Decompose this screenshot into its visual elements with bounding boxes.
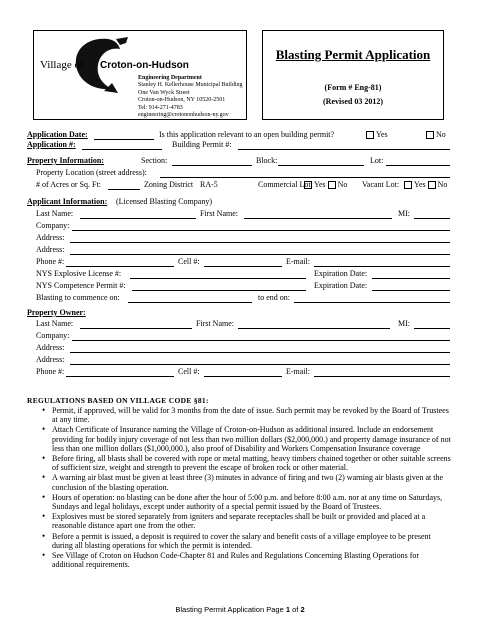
applicant-email-label: E-mail: [286,257,310,266]
competence-expiration-field[interactable] [372,290,450,291]
competence-expiration-label: Expiration Date: [314,281,368,290]
village-of-text: Village of [40,59,84,71]
nys-explosive-field[interactable] [130,278,306,279]
form-number: (Form # Eng-81) [324,83,382,92]
email-address: engineering@crotononhudson-ny.gov [138,112,229,119]
zoning-value: RA-5 [200,180,218,189]
application-number-field[interactable] [82,149,162,150]
commence-label: Blasting to commence on: [36,293,120,302]
form-revised: (Revised 03 2012) [323,97,383,106]
applicant-cell-label: Cell #: [178,257,200,266]
lot-label: Lot: [370,156,384,165]
regulation-item: • Explosives must be stored separately from igniters and separate receptacles shall be built or provided and placed at a reasonable distance apart one from the other. [52,512,452,530]
section-label: Section: [141,156,168,165]
property-heading: Property Information: [27,156,104,165]
address-line-1: Stanley H. Kellerhouse Municipal Building [138,82,243,89]
vacant-yes-checkbox[interactable] [404,181,412,189]
open-permit-question: Is this application relevant to an open building permit? [159,130,335,139]
address-line-2: One Van Wyck Street [138,89,190,96]
regulation-item: • See Village of Croton on Hudson Code-Chapter 81 and Rules and Regulations Concerning Blasting Operations for additional requirements. [52,551,452,569]
commercial-yes-checkbox[interactable] [304,181,312,189]
address-line-3: Croton-on-Hudson, NY 10520-2501 [138,97,226,104]
applicant-address-label-1: Address: [36,233,65,242]
dept-name: Engineering Department [138,75,202,81]
owner-phone-field[interactable] [66,376,174,377]
commence-field[interactable] [128,302,252,303]
vacant-lot-label: Vacant Lot: [362,180,400,189]
owner-address-field-1[interactable] [70,352,450,353]
owner-cell-field[interactable] [204,376,282,377]
applicant-email-field[interactable] [314,266,450,267]
regulation-item: • Permit, if approved, will be valid for 3 months from the date of issue. Such permit may be revoked by the Board of Trustees at any time. [52,406,452,424]
no-checkbox[interactable] [426,131,434,139]
owner-address-field-2[interactable] [70,364,450,365]
owner-company-field[interactable] [72,340,450,341]
applicant-first-name-field[interactable] [244,218,392,219]
open-permit-no: No [424,130,446,140]
property-location-field[interactable] [160,177,450,178]
acres-field[interactable] [108,189,140,190]
regulation-item: • Before a permit is issued, a deposit is required to cover the salary and benefit costs of a village employee to be present during all blasting operations for which the permit is intended. [52,532,452,550]
applicant-heading: Applicant Information: [27,197,108,206]
explosive-expiration-label: Expiration Date: [314,269,368,278]
form-title: Blasting Permit Application [275,47,431,62]
vacant-no-checkbox[interactable] [428,181,436,189]
property-location-label: Property Location (street address): [36,168,147,177]
building-permit-field[interactable] [238,149,450,150]
applicant-last-name-label: Last Name: [36,209,74,218]
village-name-text: Croton-on-Hudson [100,60,189,71]
open-permit-yes: Yes [364,130,388,140]
regulations-heading: REGULATIONS BASED ON VILLAGE CODE §81: [27,396,209,405]
dept-address-block [138,75,242,119]
owner-company-label: Company: [36,331,70,340]
nys-competence-field[interactable] [132,290,306,291]
explosive-expiration-field[interactable] [372,278,450,279]
owner-last-name-field[interactable] [80,328,192,329]
applicant-mi-field[interactable] [414,218,450,219]
applicant-address-field-1[interactable] [70,242,450,243]
regulations-list-wrap [36,406,452,570]
regulation-item: • A warning air blast must be given at least three (3) minutes in advance of firing and two (2) warning air blasts given at the conclusion of the blasting operation. [52,473,452,491]
vacant-lot-options: Yes No [402,180,447,190]
applicant-address-field-2[interactable] [70,254,450,255]
applicant-phone-label: Phone #: [36,257,65,266]
regulation-item: • Before firing, all blasts shall be covered with rope or metal matting, heavy timbers chained together or other suitable screens of sufficient size, weight and strength to prevent the escape of broken rock or other material. [52,454,452,472]
owner-first-name-field[interactable] [238,328,390,329]
section-field[interactable] [172,165,252,166]
applicant-subheading: (Licensed Blasting Company) [116,197,212,206]
nys-competence-label: NYS Competence Permit #: [36,281,126,290]
applicant-company-label: Company: [36,221,70,230]
end-field[interactable] [294,302,450,303]
page-footer [0,605,480,614]
end-label: to end on: [258,293,290,302]
owner-cell-label: Cell #: [178,367,200,376]
footer-prefix: Blasting Permit Application Page [175,605,286,614]
application-number-label: Application #: [27,140,76,149]
applicant-last-name-field[interactable] [80,218,196,219]
applicant-phone-field[interactable] [66,266,174,267]
applicant-first-name-label: First Name: [200,209,238,218]
application-date-field[interactable] [94,139,154,140]
owner-heading: Property Owner: [27,308,86,317]
block-field[interactable] [278,165,364,166]
nys-explosive-label: NYS Explosive License #: [36,269,122,278]
applicant-mi-label: MI: [398,209,410,218]
zoning-label: Zoning District [144,180,194,189]
lot-field[interactable] [386,165,450,166]
applicant-cell-field[interactable] [204,266,282,267]
acres-label: # of Acres or Sq. Ft: [36,180,101,189]
regulations-list [36,406,452,569]
regulation-item: • Attach Certificate of Insurance naming the Village of Croton-on-Hudson as additional insured. Include an endorsement providing for bodily injury coverage of not less than two million dollars ($2,000,000.) and property damage insurance of not less than one million dollars ($1,000,000.), also proof of Disability and Workers Compensation Insurance coverage [52,425,452,453]
regulation-item: • Hours of operation: no blasting can be done after the hour of 5:00 p.m. and before 8:00 a.m. nor at any time on Saturdays, Sundays and legal holidays, except under authority of a special permit issued by the Board of Trustees. [52,493,452,511]
owner-mi-label: MI: [398,319,410,328]
owner-email-field[interactable] [314,376,450,377]
block-label: Block: [256,156,278,165]
applicant-address-label-2: Address: [36,245,65,254]
footer-page-number: 1 [285,605,291,614]
commercial-no-checkbox[interactable] [328,181,336,189]
application-date-label: Application Date: [27,130,88,139]
building-permit-label: Building Permit #: [172,140,232,149]
owner-mi-field[interactable] [414,328,450,329]
commercial-lot-label: Commercial Lot: [258,180,313,189]
owner-last-name-label: Last Name: [36,319,74,328]
owner-phone-label: Phone #: [36,367,65,376]
yes-checkbox[interactable] [366,131,374,139]
footer-page-total: 2 [300,605,305,614]
telephone: Tel: 914-271-4783 [138,104,183,111]
owner-first-name-label: First Name: [196,319,234,328]
owner-email-label: E-mail: [286,367,310,376]
applicant-company-field[interactable] [72,230,450,231]
commercial-lot-options: Yes No [302,180,347,190]
owner-address-label-1: Address: [36,343,65,352]
owner-address-label-2: Address: [36,355,65,364]
footer-of: of [290,605,301,614]
title-box [262,30,444,120]
letterhead-box [33,30,247,120]
